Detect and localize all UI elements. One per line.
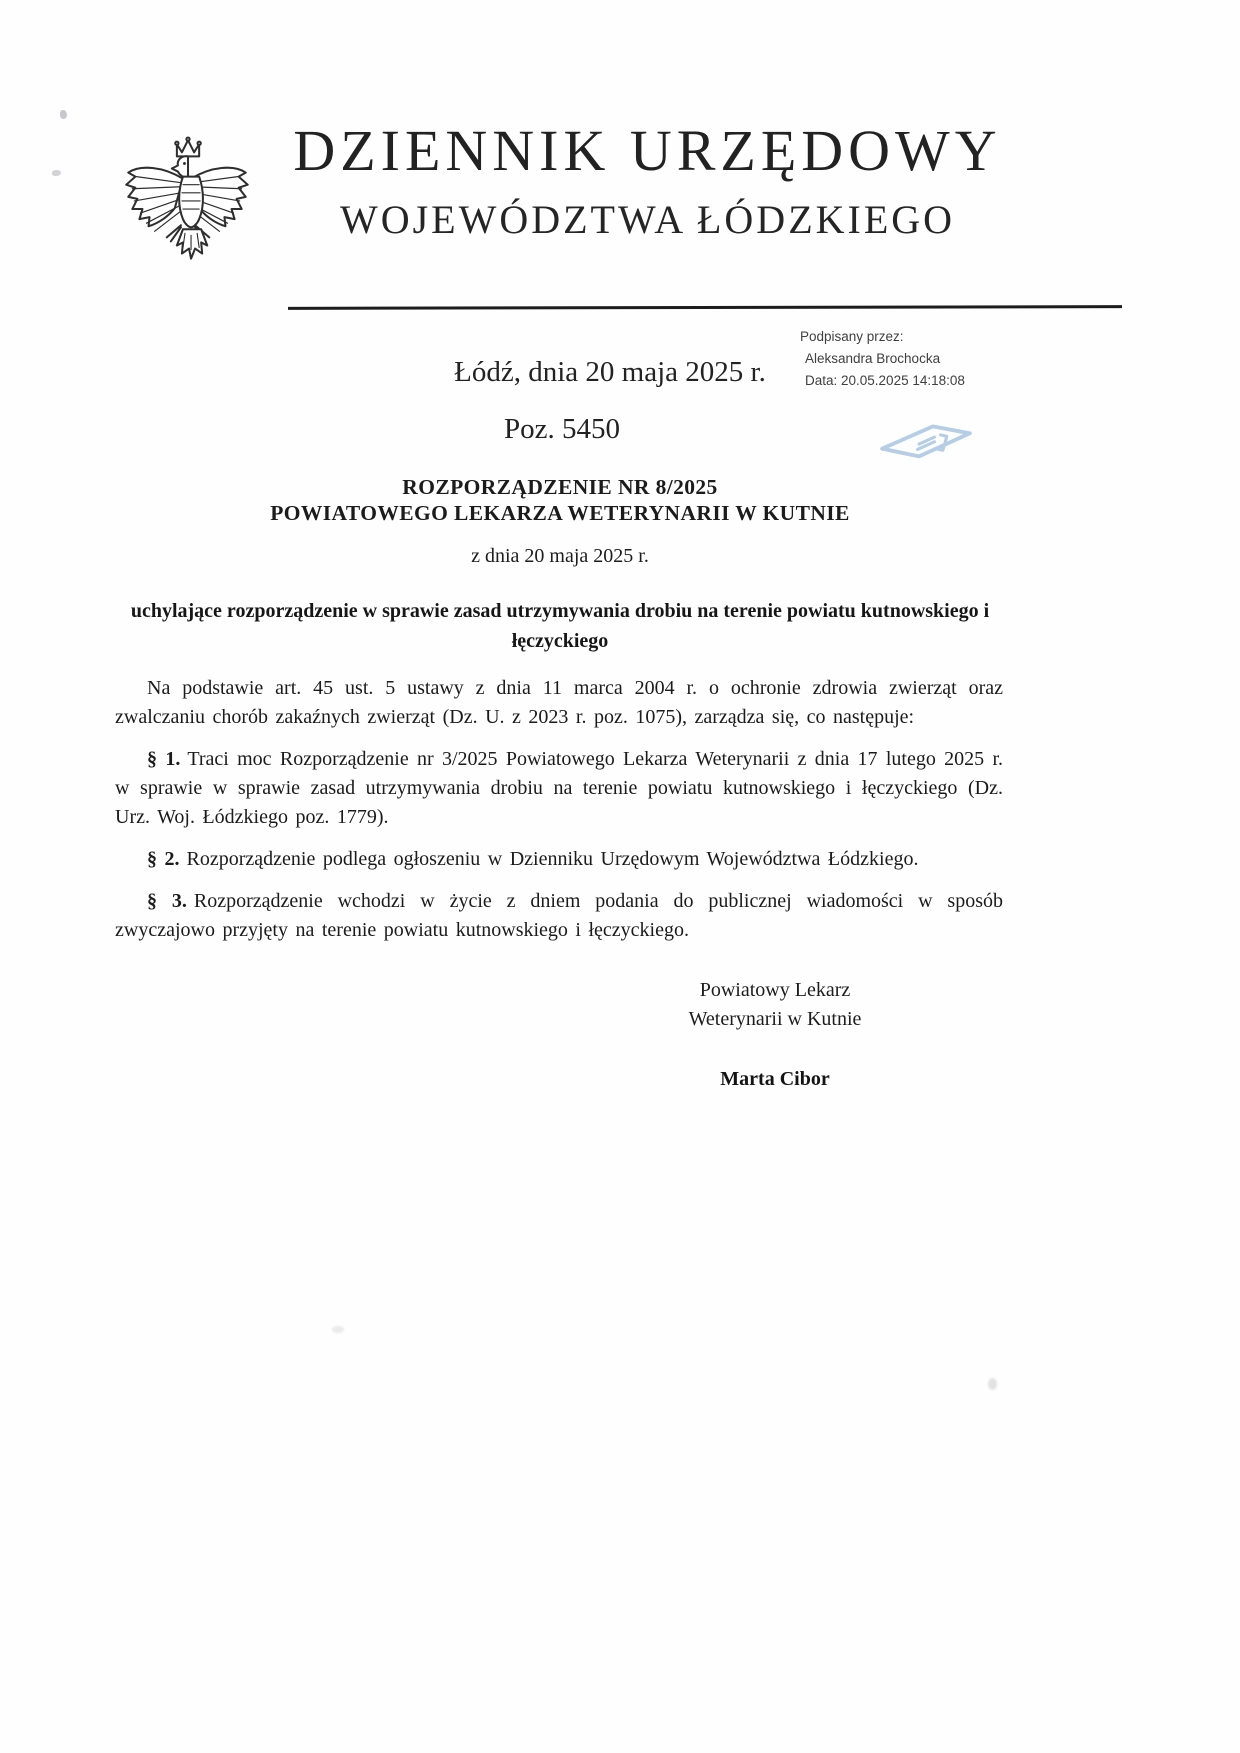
- scan-artifact: [988, 1378, 997, 1390]
- journal-title: DZIENNIK URZĘDOWY: [293, 118, 1002, 183]
- act-title-line1: ROZPORZĄDZENIE NR 8/2025: [402, 475, 718, 499]
- scan-artifact: [332, 1326, 344, 1333]
- polish-eagle-emblem-icon: [116, 126, 258, 288]
- act-paragraph-3: [115, 887, 1003, 945]
- act-paragraph-2: [115, 845, 1003, 874]
- act-title: [115, 474, 1005, 526]
- paragraph-text: Traci moc Rozporządzenie nr 3/2025 Powiatowego Lekarza Weterynarii z dnia 17 lutego 2025 r. w sprawie w sprawie zasad utrzymywania drobiu na terenie powiatu kutnowskiego i łęczyckiego (Dz. Urz. Woj. Łódzkiego poz. 1779).: [115, 748, 1004, 828]
- act-title-line2: POWIATOWEGO LEKARZA WETERYNARII W KUTNIE: [270, 501, 850, 525]
- signed-by-label: Podpisany przez:: [800, 329, 904, 344]
- signer-role: [640, 976, 910, 1034]
- paragraph-marker: § 3.: [147, 890, 187, 912]
- act-date: z dnia 20 maja 2025 r.: [471, 545, 649, 567]
- scan-artifact: [52, 170, 61, 176]
- signer-name: Marta Cibor: [720, 1068, 830, 1090]
- paragraph-marker: § 2.: [147, 848, 180, 870]
- act-preamble: Na podstawie art. 45 ust. 5 ustawy z dnia 11 marca 2004 r. o ochronie zdrowia zwierząt oraz zwalczaniu chorób zakaźnych zwierząt (Dz. U. z 2023 r. poz. 1075), zarządza się, co następuje:: [115, 677, 1003, 728]
- journal-masthead: [275, 116, 1020, 246]
- paragraph-text: Rozporządzenie podlega ogłoszeniu w Dzienniku Urzędowym Województwa Łódzkiego.: [186, 848, 919, 870]
- esignature-block: [800, 326, 1030, 392]
- place-date-line: Łódź, dnia 20 maja 2025 r.: [454, 356, 766, 388]
- journal-subtitle: WOJEWÓDZTWA ŁÓDZKIEGO: [339, 197, 956, 242]
- act-body: [115, 674, 1003, 958]
- header-divider: [288, 305, 1122, 310]
- esignature-signer: Aleksandra Brochocka: [805, 351, 941, 366]
- act-subject: uchylające rozporządzenie w sprawie zasad utrzymywania drobiu na terenie powiatu kutnowskiego i łęczyckiego: [130, 600, 990, 652]
- esignature-date: Data: 20.05.2025 14:18:08: [805, 373, 965, 388]
- scan-artifact: [60, 110, 67, 119]
- act-paragraph-1: [115, 745, 1003, 832]
- paragraph-text: Rozporządzenie wchodzi w życie z dniem podania do publicznej wiadomości w sposób zwyczajowo przyjęty na terenie powiatu kutnowskiego i łęczyckiego.: [115, 890, 1004, 941]
- position-number: Poz. 5450: [504, 413, 620, 445]
- signer-role-line2: Weterynarii w Kutnie: [688, 1008, 862, 1030]
- esignature-seal-icon: [876, 420, 976, 462]
- signer-role-line1: Powiatowy Lekarz: [699, 979, 851, 1001]
- paragraph-marker: § 1.: [147, 748, 181, 770]
